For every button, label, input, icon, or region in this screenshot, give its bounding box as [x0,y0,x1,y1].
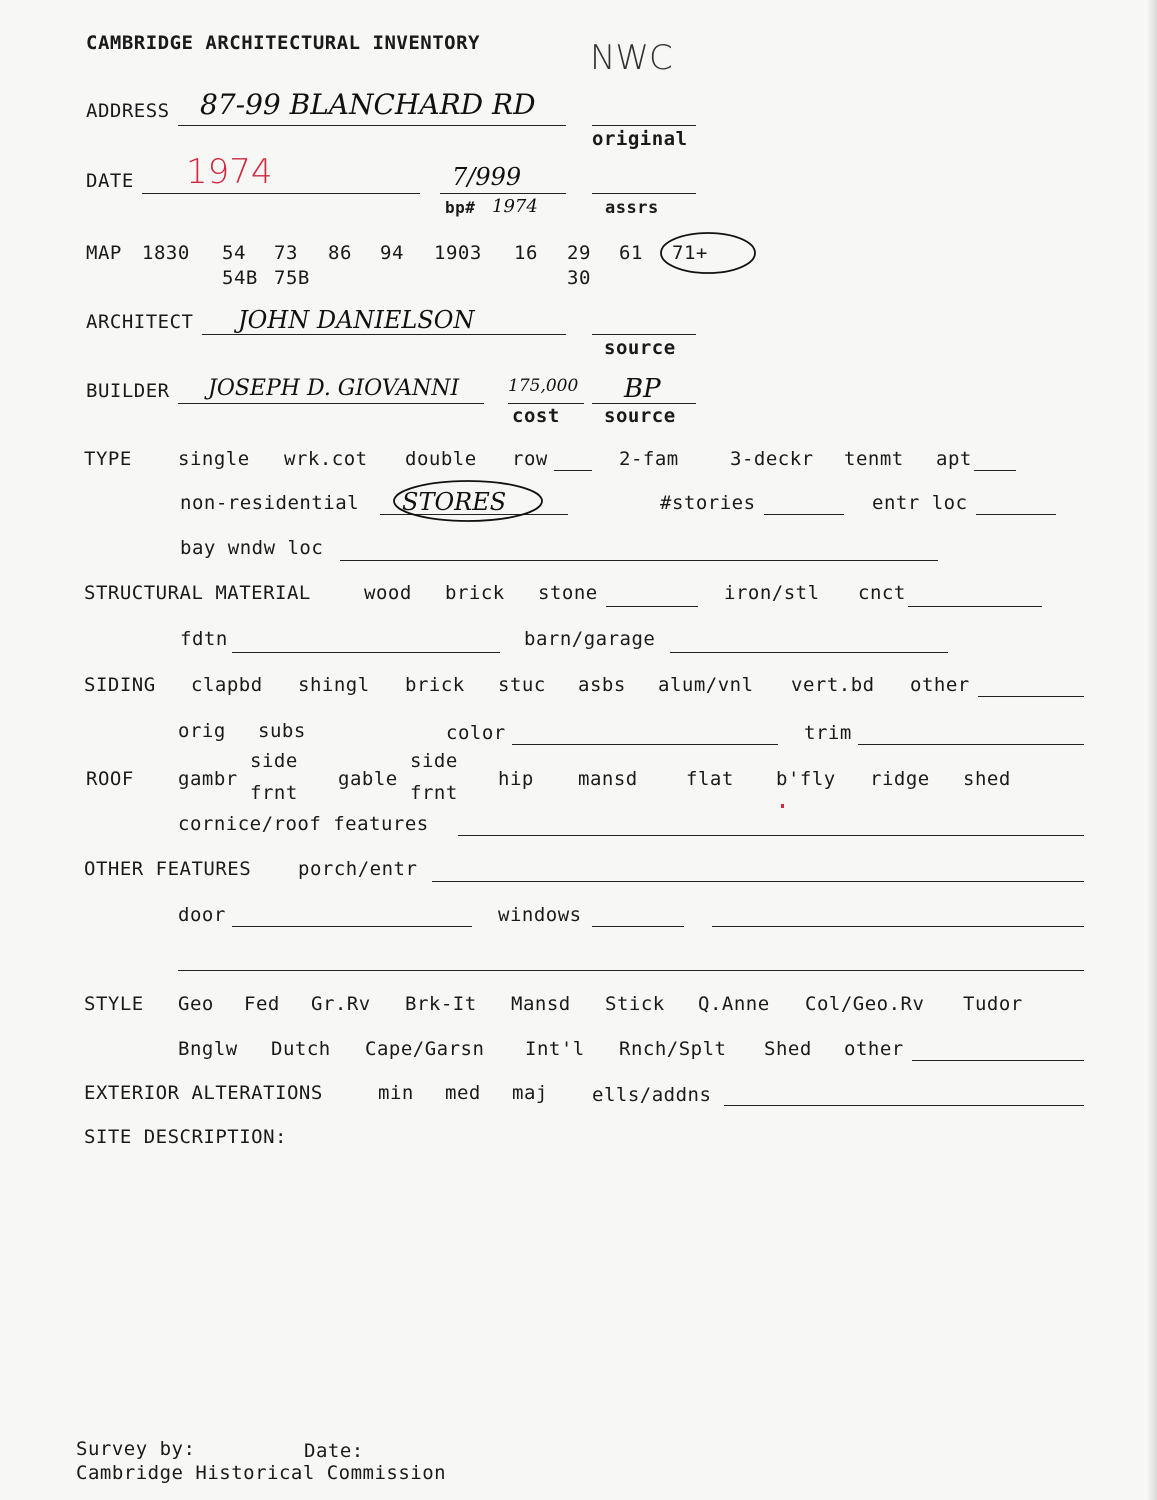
siding-option: brick [405,674,465,696]
type-option: 3-deckr [730,448,814,470]
style-label: STYLE [84,993,144,1015]
alterations-label: EXTERIOR ALTERATIONS [84,1082,323,1104]
color-line [512,744,778,745]
ells-addns-label: ells/addns [592,1084,712,1106]
structural-option: iron/stl [724,582,820,604]
architect-source-line [592,334,696,335]
style-option: Stick [605,993,665,1015]
map-year: 1903 [434,242,482,264]
entr-loc-label: entr loc [872,492,968,514]
roof-option: b'fly [776,768,836,790]
circle-mark-icon [658,230,760,276]
ells-addns-line [724,1105,1084,1106]
nonres-label: non-residential [180,492,360,514]
architect-label: ARCHITECT [86,311,194,333]
style-option: Col/Geo.Rv [805,993,925,1015]
builder-value: JOSEPH D. GIOVANNI [208,376,460,401]
cornice-line [458,835,1084,836]
map-year: 86 [328,242,352,264]
style-option: Int'l [525,1038,585,1060]
siding-option: alum/vnl [658,674,754,696]
alteration-option: min [378,1082,414,1104]
map-year: 1830 [142,242,190,264]
bp-number-value: 7/999 [452,163,522,191]
stone-line [606,606,698,607]
original-label: original [592,128,688,150]
other-features-line [712,926,1084,927]
roof-suboption: frnt [410,782,458,804]
date-line [142,193,420,194]
cost-value: 175,000 [508,376,579,396]
roof-option: hip [498,768,534,790]
style-option: Dutch [271,1038,331,1060]
cornice-label: cornice/roof features [178,813,429,835]
fdtn-line [232,652,500,653]
builder-source-label: source [604,405,676,427]
type-label: TYPE [84,448,132,470]
date-label: DATE [86,170,134,192]
cost-label: cost [512,405,560,427]
structural-option: stone [538,582,598,604]
builder-source-value: BP [624,374,661,404]
siding-option: shingl [298,674,370,696]
type-option: double [405,448,477,470]
entr-loc-line [976,514,1056,515]
corner-note: NWC [590,38,673,78]
other-features-extra-line [178,970,1084,971]
type-option: tenmt [844,448,904,470]
style-option: Rnch/Splt [619,1038,727,1060]
roof-suboption: side [410,750,458,772]
stories-label: #stories [660,492,756,514]
bp-year-value: 1974 [492,196,538,217]
bp-label: bp# [445,198,476,217]
roof-option: flat [686,768,734,790]
survey-by-label: Survey by: [76,1438,196,1460]
subs-label: subs [258,720,306,742]
roof-option: gable [338,768,398,790]
windows-line [592,926,684,927]
roof-suboption: side [250,750,298,772]
barn-garage-label: barn/garage [524,628,656,650]
style-option: Mansd [511,993,571,1015]
map-year: 29 [567,242,591,264]
roof-option: ridge [870,768,930,790]
map-year: 54B [222,267,258,289]
site-description-label: SITE DESCRIPTION: [84,1126,287,1148]
barn-garage-line [670,652,948,653]
builder-line [178,403,484,404]
row-line [554,470,592,471]
style-option: other [844,1038,904,1060]
architect-line [202,334,566,335]
alteration-option: med [445,1082,481,1104]
porch-entr-label: porch/entr [298,858,418,880]
structural-option: cnct [858,582,906,604]
type-option: wrk.cot [284,448,368,470]
roof-option: gambr [178,768,238,790]
type-option: single [178,448,250,470]
roof-suboption: frnt [250,782,298,804]
alteration-option: maj [512,1082,548,1104]
siding-option: clapbd [191,674,263,696]
address-value: 87-99 BLANCHARD RD [200,88,536,121]
architect-value: JOHN DANIELSON [238,306,475,334]
siding-option: stuc [498,674,546,696]
stories-line [764,514,844,515]
siding-label: SIDING [84,674,156,696]
address-label: ADDRESS [86,100,170,122]
bp-line [440,193,566,194]
commission-name: Cambridge Historical Commission [76,1462,447,1484]
type-option: 2-fam [619,448,679,470]
date-value: 1974 [186,152,273,192]
roof-option: shed [963,768,1011,790]
map-year-circled: 71+ [672,242,708,264]
map-year: 75B [274,267,310,289]
nonres-value: STORES [402,488,507,516]
map-year: 61 [619,242,643,264]
style-option: Tudor [963,993,1023,1015]
map-year: 30 [567,267,591,289]
bay-window-line [340,560,938,561]
other-features-label: OTHER FEATURES [84,858,252,880]
architect-source-label: source [604,337,676,359]
circle-mark-icon [390,478,546,524]
builder-source-line [592,403,696,404]
structural-option: wood [364,582,412,604]
address-line [178,125,566,126]
assrs-line [592,193,696,194]
map-year: 73 [274,242,298,264]
type-option: row [512,448,548,470]
style-option: Brk-It [405,993,477,1015]
color-label: color [446,722,506,744]
style-option: Geo [178,993,214,1015]
style-option: Bnglw [178,1038,238,1060]
map-year: 16 [514,242,538,264]
style-option: Q.Anne [698,993,770,1015]
door-line [232,926,472,927]
door-label: door [178,904,226,926]
map-year: 94 [380,242,404,264]
cnct-line [908,606,1042,607]
orig-label: orig [178,720,226,742]
siding-option: other [910,674,970,696]
fdtn-label: fdtn [180,628,228,650]
porch-entr-line [432,881,1084,882]
map-label: MAP [86,242,122,264]
structural-option: brick [445,582,505,604]
builder-label: BUILDER [86,380,170,402]
survey-date-label: Date: [304,1440,364,1462]
roof-option: mansd [578,768,638,790]
siding-option: vert.bd [791,674,875,696]
style-option: Cape/Garsn [365,1038,485,1060]
style-other-line [912,1060,1084,1061]
apt-line [974,470,1016,471]
structural-label: STRUCTURAL MATERIAL [84,582,311,604]
form-title: CAMBRIDGE ARCHITECTURAL INVENTORY [86,32,480,54]
type-option: apt [936,448,972,470]
assrs-label: assrs [605,198,659,218]
style-option: Gr.Rv [311,993,371,1015]
siding-option: asbs [578,674,626,696]
bay-window-label: bay wndw loc [180,537,324,559]
original-line [592,125,696,126]
trim-line [858,744,1084,745]
trim-label: trim [804,722,852,744]
style-option: Shed [764,1038,812,1060]
windows-label: windows [498,904,582,926]
siding-other-line [978,696,1084,697]
style-option: Fed [244,993,280,1015]
roof-label: ROOF [86,768,134,790]
map-year: 54 [222,242,246,264]
cost-line [508,403,584,404]
page-edge-shadow [1147,0,1157,1500]
ink-dot [781,804,784,808]
